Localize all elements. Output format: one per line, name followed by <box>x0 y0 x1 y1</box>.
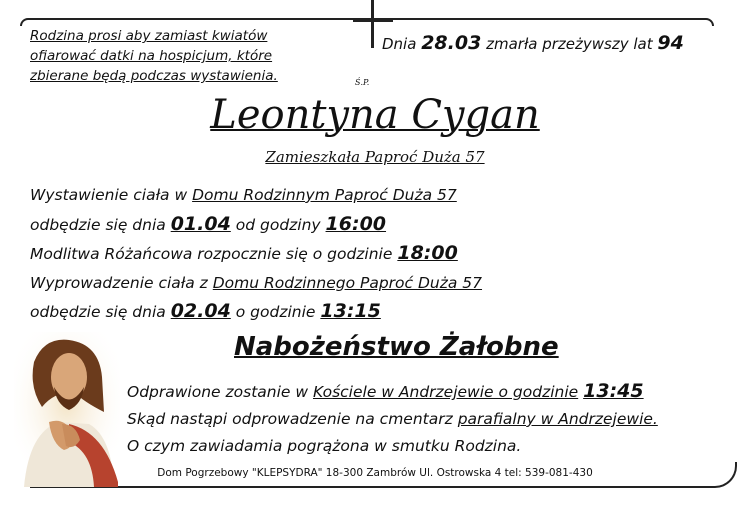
time: 13:45 <box>583 380 644 402</box>
death-middle: zmarła przeżywszy lat <box>486 35 653 53</box>
text: Odprawione zostanie w <box>127 383 309 401</box>
date: 02.04 <box>170 300 231 322</box>
death-date: 28.03 <box>421 32 482 54</box>
text: Modlitwa Różańcowa rozpocznie się o godzinie <box>30 245 393 263</box>
text: odbędzie się dnia <box>30 215 166 234</box>
family-note-line: ofiarować datki na hospicjum, które <box>30 48 273 64</box>
text: o godzinie <box>235 303 316 321</box>
viewing-line-3 <box>30 239 482 269</box>
viewing-details <box>30 181 482 327</box>
footer-funeral-home: Dom Pogrzebowy "KLEPSYDRA" 18-300 Zambrów Ul. Ostrowska 4 tel: 539-081-430 <box>157 467 593 479</box>
service-line-1 <box>127 378 658 406</box>
text: Skąd nastąpi odprowadzenie na cmentarz <box>127 410 453 428</box>
family-note-line: Rodzina prosi aby zamiast kwiatów <box>30 28 268 44</box>
text: Wyprowadzenie ciała z <box>30 273 208 292</box>
viewing-line-5 <box>30 297 482 327</box>
text: Wystawienie ciała w <box>30 186 188 204</box>
service-title: Nabożeństwo Żałobne <box>234 332 559 362</box>
date: 01.04 <box>170 212 231 235</box>
viewing-line-1 <box>30 181 482 210</box>
viewing-line-4 <box>30 269 482 298</box>
death-age: 94 <box>657 32 684 54</box>
place: Domu Rodzinnego Paproć Duża 57 <box>212 273 483 292</box>
deceased-address: Zamieszkała Paproć Duża 57 <box>265 148 485 166</box>
service-details <box>127 378 658 460</box>
text: odbędzie się dnia <box>30 303 166 321</box>
family-note-line: zbierane będą podczas wystawienia. <box>30 68 278 84</box>
family-note <box>30 26 330 86</box>
place: parafialny w Andrzejewie. <box>457 410 658 428</box>
praying-jesus-image <box>14 332 120 487</box>
deceased-name: Leontyna Cygan <box>210 92 540 138</box>
time: 13:15 <box>320 300 381 322</box>
sp-label: Ś.P. <box>355 78 370 87</box>
service-line-3: O czym zawiadamia pogrążona w smutku Rodzina. <box>127 437 522 455</box>
service-line-2 <box>127 406 658 433</box>
place: Domu Rodzinnym Paproć Duża 57 <box>192 186 457 204</box>
time: 18:00 <box>397 242 458 264</box>
time: 16:00 <box>325 212 387 235</box>
place: Kościele w Andrzejewie o godzinie <box>312 383 579 401</box>
death-prefix: Dnia <box>382 35 417 53</box>
death-line <box>382 32 684 54</box>
text: od godziny <box>235 215 321 234</box>
viewing-line-2 <box>30 210 482 240</box>
